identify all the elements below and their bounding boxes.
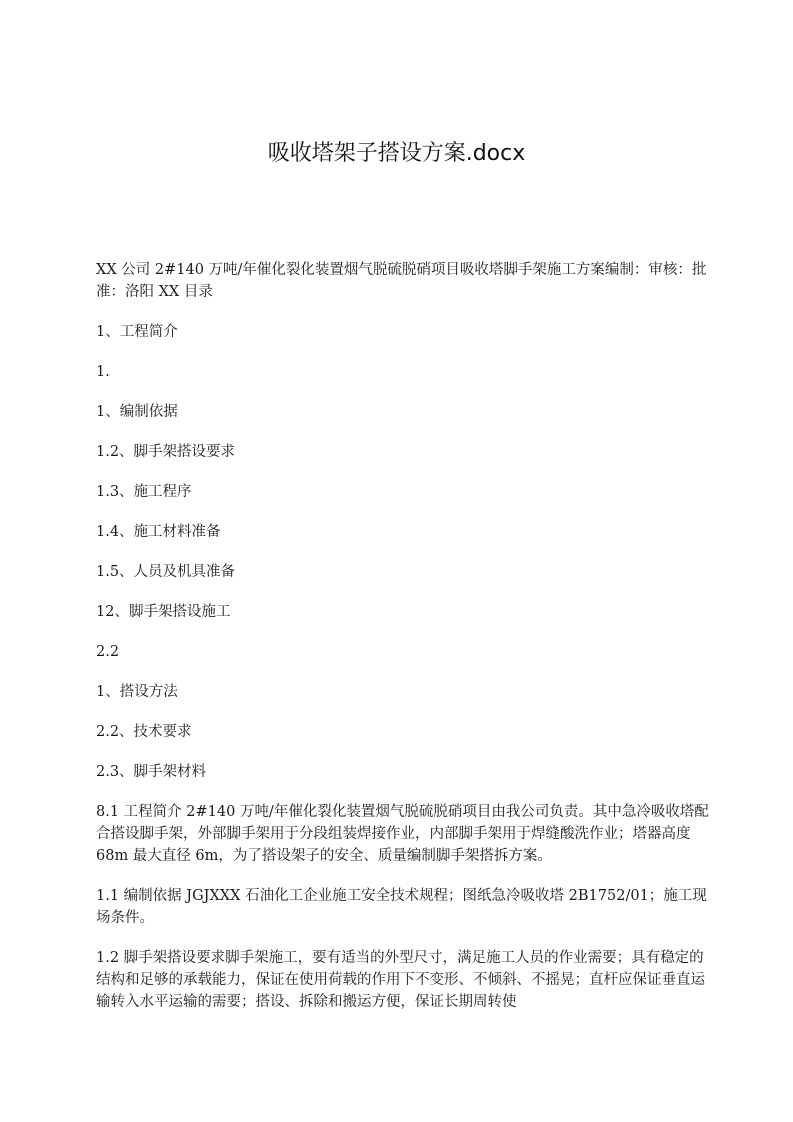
toc-item: 1.	[96, 364, 110, 380]
body-paragraph: 1.2 脚手架搭设要求脚手架施工，要有适当的外型尺寸，满足施工人员的作业需要；具有稳定的结构和足够的承载能力，保证在使用荷载的作用下不变形、不倾斜、不摇晃；直杆应保证垂直运输转入水平运输的需要；搭设、拆除和搬运方便，保证长期周转使	[96, 950, 705, 1010]
document-body	[96, 259, 716, 1031]
document-title: 吸收塔架子搭设方案.docx	[267, 141, 526, 166]
toc-item: 2.2、技术要求	[96, 724, 192, 740]
toc-item: 1.4、施工材料准备	[96, 524, 221, 540]
intro-paragraph: XX 公司 2#140 万吨/年催化裂化装置烟气脱硫脱硝项目吸收塔脚手架施工方案编制：审核：批准：洛阳 XX 目录	[96, 262, 707, 300]
toc-item: 2.3、脚手架材料	[96, 764, 207, 780]
toc-item: 1.2、脚手架搭设要求	[96, 444, 236, 460]
toc-item: 1.3、施工程序	[96, 484, 192, 500]
toc-item: 1、搭设方法	[96, 684, 178, 700]
table-of-contents	[96, 321, 716, 801]
toc-item: 1.5、人员及机具准备	[96, 564, 236, 580]
toc-item: 2.2	[96, 644, 120, 660]
body-paragraph: 8.1 工程简介 2#140 万吨/年催化裂化装置烟气脱硫脱硝项目由我公司负责。其中急冷吸收塔配合搭设脚手架，外部脚手架用于分段组装焊接作业，内部脚手架用于焊缝酸洗作业；塔器高度 68m 最大直径 6m，为了搭设架子的安全、质量编制脚手架搭拆方案。	[96, 804, 709, 864]
toc-item: 1、工程简介	[96, 324, 178, 340]
toc-item: 12、脚手架搭设施工	[96, 604, 231, 620]
toc-item: 1、编制依据	[96, 404, 178, 420]
body-paragraph: 1.1 编制依据 JGJXXX 石油化工企业施工安全技术规程；图纸急冷吸收塔 2B1752/01；施工现场条件。	[96, 888, 707, 926]
